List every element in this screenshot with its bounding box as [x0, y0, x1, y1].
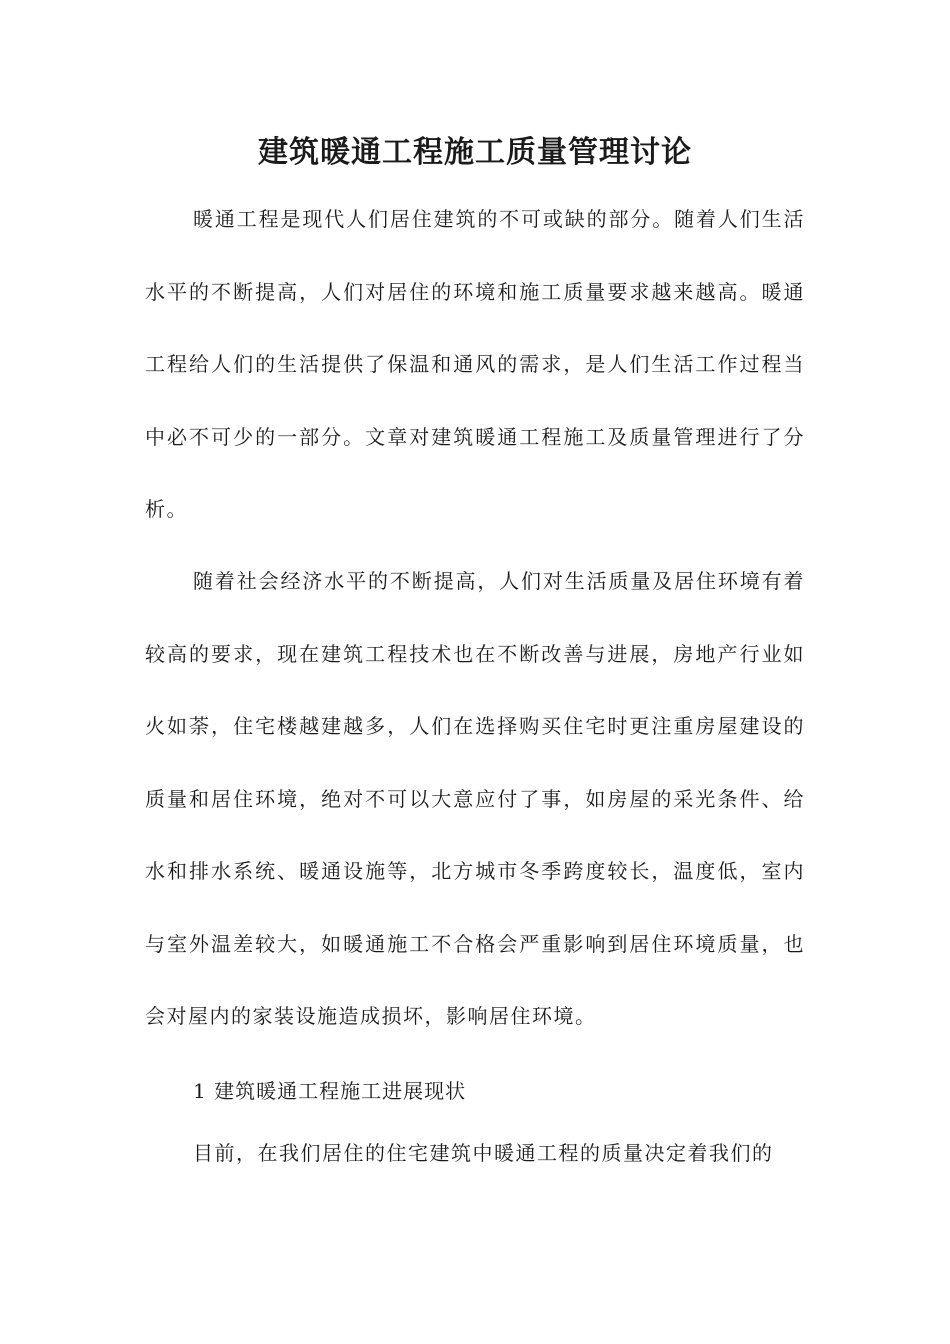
paragraph-intro: 暖通工程是现代人们居住建筑的不可或缺的部分。随着人们生活水平的不断提高，人们对居住的环境和施工质量要求越来越高。暖通工程给人们的生活提供了保温和通风的需求，是人们生活工作过程当中必不可少的一部分。文章对建筑暖通工程施工及质量管理进行了分析。 — [145, 207, 805, 521]
paragraph-background: 随着社会经济水平的不断提高，人们对生活质量及居住环境有着较高的要求，现在建筑工程技术也在不断改善与进展，房地产行业如火如荼，住宅楼越建越多，人们在选择购买住宅时更注重房屋建设的质量和居住环境，绝对不可以大意应付了事，如房屋的采光条件、给水和排水系统、暖通设施等，北方城市冬季跨度较长，温度低，室内与室外温差较大，如暖通施工不合格会严重影响到居住环境质量，也会对屋内的家装设施造成损坏，影响居住环境。 — [145, 569, 805, 1028]
section-heading: 1 建筑暖通工程施工进展现状 — [193, 1079, 467, 1103]
paragraph-section-1: 目前，在我们居住的住宅建筑中暖通工程的质量决定着我们的 — [193, 1141, 774, 1165]
document-title: 建筑暖通工程施工质量管理讨论 — [258, 135, 692, 170]
